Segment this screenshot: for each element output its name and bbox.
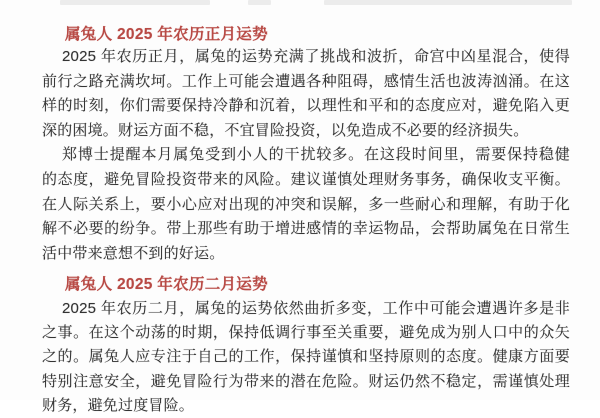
section-heading: 属兔人 2025 年农历正月运势	[65, 26, 268, 43]
text-line: 活中带来意想不到的好运。	[42, 244, 225, 262]
clipped-top-text-remnant	[324, 0, 572, 5]
clipped-top-text-remnant	[248, 0, 271, 5]
text-line: 的态度，避免冒险投资带来的风险。建议谨慎处理财务事务，确保收支平衡。	[42, 170, 570, 188]
text-line: 之的。属兔人应专注于自己的工作，保持谨慎和坚持原则的态度。健康方面要	[42, 348, 570, 366]
text-line: 财务，避免过度冒险。	[42, 396, 195, 414]
fortune-section	[42, 26, 570, 266]
text-line: 郑博士提醒本月属兔受到小人的干扰较多。在这段时间里，需要保持稳健	[62, 146, 570, 164]
text-line: 之事。在这个动荡的时期，保持低调行事至关重要，避免成为别人口中的众矢	[42, 324, 570, 342]
paragraph	[42, 297, 570, 418]
fortune-section	[42, 276, 570, 418]
text-line: 特别注意安全，避免冒险行为带来的潜在危险。财运仍然不稳定，需谨慎处理	[42, 372, 570, 390]
paragraph	[42, 143, 570, 266]
text-line: 解不必要的纷争。带上那些有助于增进感情的幸运物品，会帮助属兔在日常生	[42, 220, 570, 238]
text-line: 2025 年农历二月，属兔的运势依然曲折多变，工作中可能会遭遇许多是非	[62, 300, 570, 317]
clipped-top-text-remnant	[60, 0, 210, 5]
text-line: 样的时刻，你们需要保持冷静和沉着，以理性和平和的态度应对，避免陷入更	[42, 97, 570, 115]
text-line: 深的困境。财运方面不稳，不宜冒险投资，以免造成不必要的经济损失。	[42, 121, 529, 139]
text-line: 在人际关系上，要小心应对出现的冲突和误解，多一些耐心和理解，有助于化	[42, 195, 570, 213]
text-line: 2025 年农历正月，属兔的运势充满了挑战和波折，命宫中凶星混合，使得	[62, 48, 570, 65]
text-line: 前行之路充满坎坷。工作上可能会遭遇各种阻碍，感情生活也波涛汹涌。在这	[42, 72, 570, 90]
paragraph	[42, 45, 570, 143]
section-heading: 属兔人 2025 年农历二月运势	[65, 276, 268, 293]
